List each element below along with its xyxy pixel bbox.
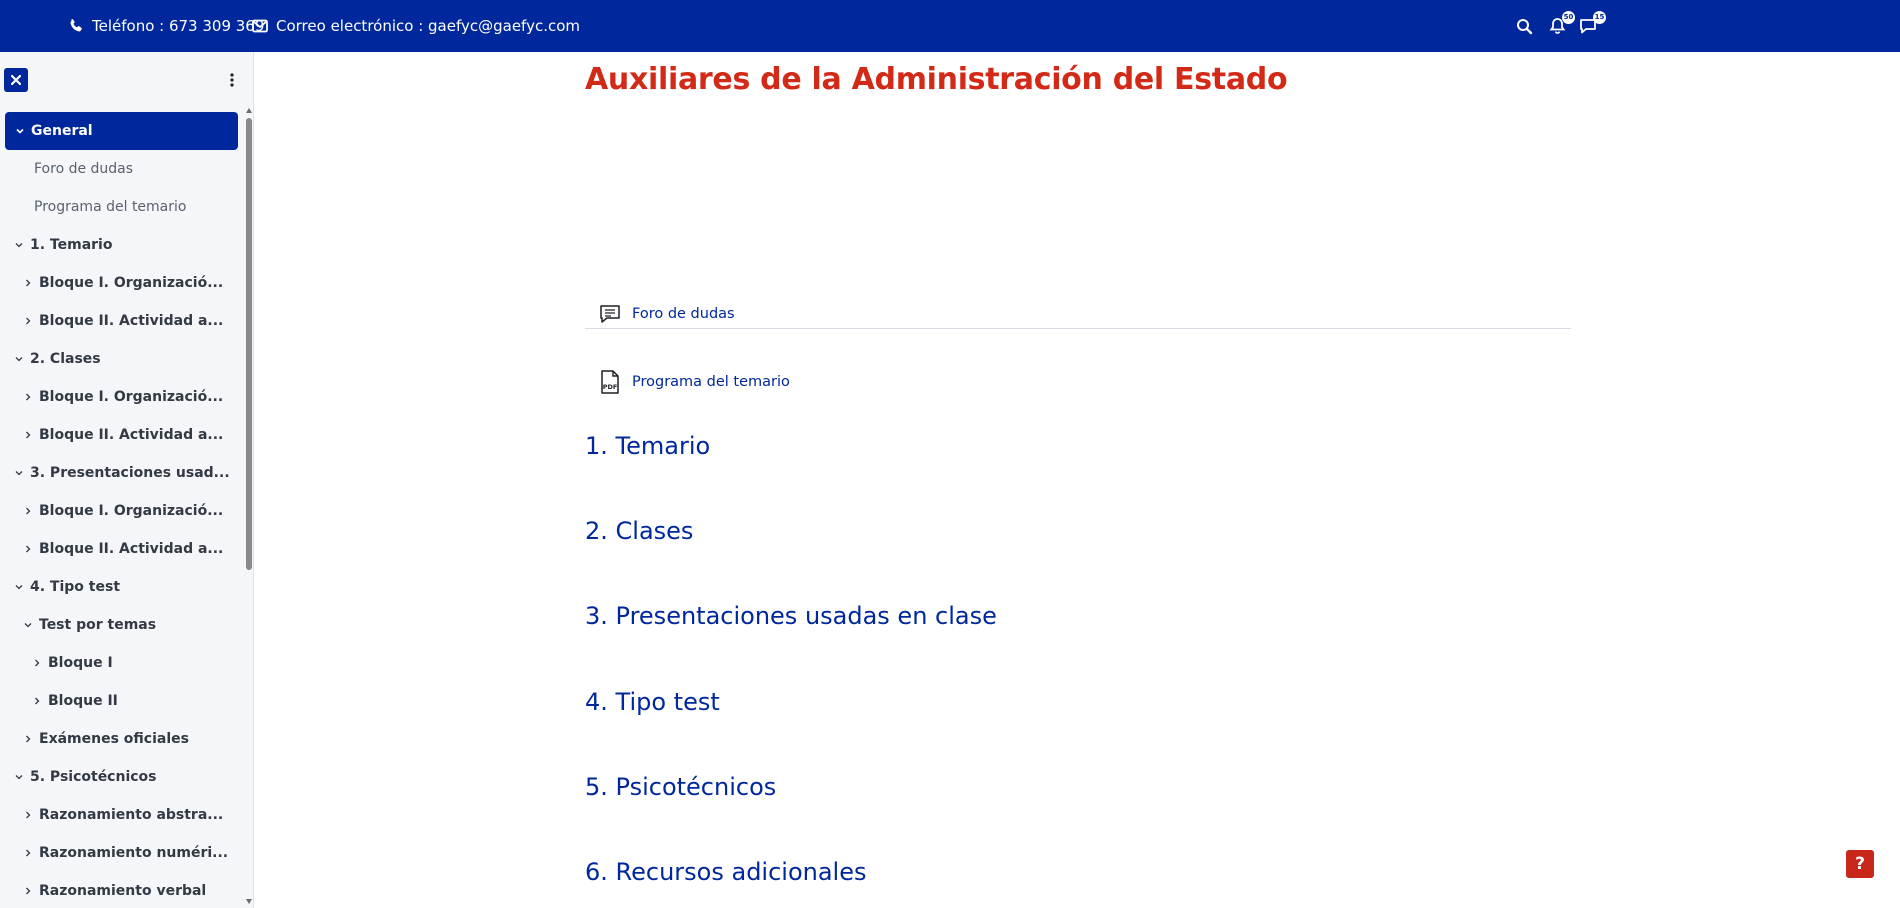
course-index-scrollbar[interactable] [244, 106, 254, 908]
course-index-label: Test por temas [39, 617, 157, 633]
activity-divider [585, 328, 1571, 329]
section-heading-clases[interactable]: 2. Clases [585, 517, 694, 545]
forum-icon [597, 301, 623, 327]
chevron-down-icon [13, 124, 27, 138]
programa-del-temario-link[interactable]: Programa del temario [632, 374, 790, 390]
chevron-right-icon [21, 884, 35, 898]
course-index-label: 4. Tipo test [30, 579, 121, 595]
svg-text:PDF: PDF [602, 383, 618, 391]
email-text: Correo electrónico : gaefyc@gaefyc.com [276, 17, 580, 35]
help-button[interactable]: ? [1846, 850, 1874, 878]
course-index-label: Exámenes oficiales [39, 731, 189, 747]
messages-badge: 15 [1593, 11, 1606, 24]
course-index-subsection[interactable] [0, 606, 244, 644]
kebab-menu-icon [230, 73, 234, 87]
course-index-subsection[interactable] [0, 378, 244, 416]
chevron-right-icon [21, 808, 35, 822]
course-index-subsection[interactable] [0, 872, 244, 908]
course-index-section-presentaciones[interactable] [0, 454, 244, 492]
course-index-label: 3. Presentaciones usad... [30, 465, 230, 481]
chevron-right-icon [21, 314, 35, 328]
phone-text: Teléfono : 673 309 369 [92, 17, 265, 35]
section-heading-psicotecnicos[interactable]: 5. Psicotécnicos [585, 773, 777, 801]
foro-de-dudas-link[interactable]: Foro de dudas [632, 306, 735, 322]
course-index-label: Bloque II. Actividad a... [39, 313, 224, 329]
course-index-subsection[interactable] [0, 796, 244, 834]
chevron-right-icon [21, 504, 35, 518]
chevron-down-icon [12, 238, 26, 252]
page-title: Auxiliares de la Administración del Estado [585, 62, 1288, 97]
course-index-activity-foro[interactable] [0, 150, 244, 188]
course-index-label: Foro de dudas [34, 161, 134, 177]
chevron-down-icon [21, 618, 35, 632]
course-index-section-psicotecnicos[interactable] [0, 758, 244, 796]
close-drawer-button[interactable] [4, 68, 28, 92]
course-content [254, 52, 1900, 908]
course-index-section-temario[interactable] [0, 226, 244, 264]
chevron-down-icon [12, 352, 26, 366]
course-index-label: Bloque II. Actividad a... [39, 427, 224, 443]
course-index-activity-programa[interactable] [0, 188, 244, 226]
course-index [0, 112, 244, 908]
notifications-badge: 50 [1562, 11, 1575, 24]
activity-programa-del-temario [585, 358, 1571, 406]
chevron-down-icon [12, 466, 26, 480]
course-index-subsection[interactable] [0, 264, 244, 302]
notifications-button[interactable] [1545, 13, 1574, 38]
phone-contact [68, 0, 264, 52]
section-heading-temario[interactable]: 1. Temario [585, 432, 711, 460]
section-heading-presentaciones[interactable]: 3. Presentaciones usadas en clase [585, 602, 997, 630]
course-index-label: 1. Temario [30, 237, 113, 253]
activity-foro-de-dudas [585, 290, 1571, 338]
course-index-label: Bloque I. Organizació... [39, 275, 224, 291]
course-index-label: Bloque II [48, 693, 118, 709]
phone-icon [68, 18, 84, 34]
course-index-label: Razonamiento abstra... [39, 807, 224, 823]
chevron-right-icon [30, 694, 44, 708]
chevron-right-icon [21, 276, 35, 290]
course-index-label: General [31, 123, 93, 139]
chevron-down-icon [12, 580, 26, 594]
scroll-up-arrow-icon[interactable] [246, 108, 252, 113]
top-navbar [0, 0, 1900, 52]
envelope-icon [252, 19, 268, 33]
scroll-down-arrow-icon[interactable] [246, 899, 252, 904]
course-index-label: 2. Clases [30, 351, 101, 367]
course-index-section-general[interactable] [5, 112, 238, 150]
close-icon [11, 75, 21, 85]
course-index-label: Razonamiento verbal [39, 883, 207, 899]
course-index-label: Bloque I. Organizació... [39, 503, 224, 519]
course-index-drawer [0, 52, 254, 908]
section-heading-tipo-test[interactable]: 4. Tipo test [585, 688, 720, 716]
course-index-subsection[interactable] [0, 644, 244, 682]
messages-button[interactable] [1576, 13, 1605, 38]
chevron-right-icon [30, 656, 44, 670]
chevron-right-icon [21, 428, 35, 442]
course-index-label: Razonamiento numéri... [39, 845, 229, 861]
section-heading-recursos[interactable]: 6. Recursos adicionales [585, 858, 867, 886]
course-index-subsection[interactable] [0, 492, 244, 530]
course-index-subsection[interactable] [0, 416, 244, 454]
scrollbar-thumb[interactable] [246, 118, 252, 570]
email-contact [252, 0, 580, 52]
course-index-subsection[interactable] [0, 302, 244, 340]
course-index-label: Bloque II. Actividad a... [39, 541, 224, 557]
chevron-right-icon [21, 846, 35, 860]
chevron-right-icon [21, 542, 35, 556]
course-index-options-button[interactable] [226, 70, 238, 90]
chevron-down-icon [12, 770, 26, 784]
course-index-label: 5. Psicotécnicos [30, 769, 157, 785]
course-index-label: Bloque I. Organizació... [39, 389, 224, 405]
course-index-subsection[interactable] [0, 720, 244, 758]
course-index-label: Bloque I [48, 655, 113, 671]
course-index-subsection[interactable] [0, 530, 244, 568]
chevron-right-icon [21, 732, 35, 746]
search-icon[interactable] [1512, 14, 1536, 38]
pdf-icon [597, 369, 623, 395]
course-index-section-clases[interactable] [0, 340, 244, 378]
course-index-subsection[interactable] [0, 834, 244, 872]
course-index-subsection[interactable] [0, 682, 244, 720]
course-index-label: Programa del temario [34, 199, 187, 215]
chevron-right-icon [21, 390, 35, 404]
course-index-section-tipo-test[interactable] [0, 568, 244, 606]
